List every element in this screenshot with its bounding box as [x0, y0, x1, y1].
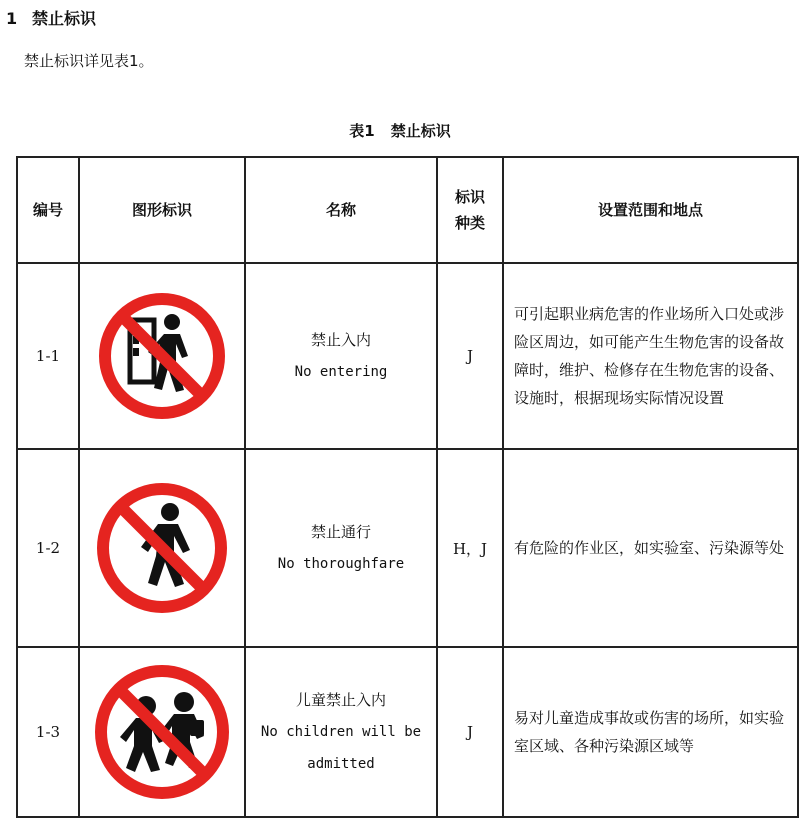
- row-name-en: No thoroughfare: [277, 556, 405, 572]
- row-name-cn: 禁止入内: [310, 331, 371, 349]
- row-name-cn: 禁止通行: [310, 523, 371, 541]
- table-row: [17, 647, 798, 817]
- section-heading: [6, 6, 96, 29]
- no-thoroughfare-sign-icon: [94, 480, 230, 616]
- row-scope: 可引起职业病危害的作业场所入口处或涉险区周边，如可能产生生物危害的设备故障时，维护、检修存在生物危害的设备、设施时，根据现场实际情况设置: [503, 263, 798, 449]
- header-sign: 图形标识: [79, 157, 245, 263]
- row-scope: 易对儿童造成事故或伤害的场所，如实验室区域、各种污染源区域等: [503, 647, 798, 817]
- row-kind: J: [437, 647, 503, 817]
- no-children-sign-icon: [92, 662, 232, 802]
- row-scope: 有危险的作业区，如实验室、污染源等处: [503, 449, 798, 647]
- row-kind: H，J: [437, 449, 503, 647]
- row-name-en-line2: admitted: [307, 756, 375, 772]
- table-caption: [0, 120, 800, 141]
- row-name: [245, 647, 437, 817]
- row-name-cn: 儿童禁止入内: [295, 691, 386, 709]
- header-id: 编号: [17, 157, 79, 263]
- no-entering-sign-icon: [96, 290, 228, 422]
- header-name: 名称: [245, 157, 437, 263]
- row-name: [245, 449, 437, 647]
- header-kind-line1: 标识: [454, 188, 485, 206]
- row-sign: [79, 647, 245, 817]
- row-id: 1-2: [17, 449, 79, 647]
- row-sign: [79, 263, 245, 449]
- intro-text: 禁止标识详见表1。: [24, 52, 154, 70]
- section-number: 1: [6, 9, 18, 28]
- row-id: 1-1: [17, 263, 79, 449]
- table-caption-title: 禁止标识: [390, 122, 451, 140]
- row-sign: [79, 449, 245, 647]
- header-scope: 设置范围和地点: [503, 157, 798, 263]
- row-id: 1-3: [17, 647, 79, 817]
- row-name-en-line1: No children will be: [260, 724, 422, 740]
- row-kind: J: [437, 263, 503, 449]
- section-title: 禁止标识: [32, 9, 97, 28]
- table-row: [17, 263, 798, 449]
- table-caption-number: 表1: [349, 122, 375, 140]
- header-kind-line2: 种类: [454, 214, 485, 232]
- table-row: [17, 449, 798, 647]
- row-name: [245, 263, 437, 449]
- table-header-row: [17, 157, 798, 263]
- header-kind: [437, 157, 503, 263]
- row-name-en: No entering: [294, 364, 388, 380]
- prohibition-signs-table: [16, 156, 799, 818]
